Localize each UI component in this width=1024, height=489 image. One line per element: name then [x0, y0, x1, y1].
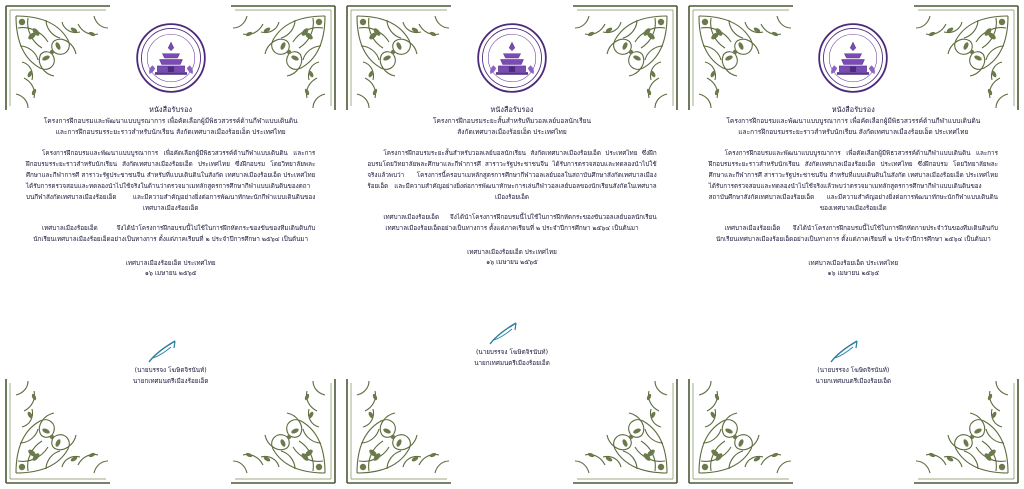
paragraph-2: เทศบาลเมืองร้อยเอ็ด จึงได้นำโครงการฝึกอบรมนี้ไปใช้ในการฝึกหัดกระของขันของทีมเดินดินกับนักเรียนเทศบาลเมืองร้อยเอ็ดอย่างเป็นทางการ ตั้งแต่ภาคเรียนที่ ๒ ประจำปีการศึกษา ๒๕๖๔ เป็นต้นมา: [33, 224, 316, 243]
signature-block-1: [0, 336, 341, 387]
signer-role: นายกเทศมนตรีเมืองร้อยเอ็ด: [815, 377, 892, 385]
corner-ornament-top-left-icon: [685, 2, 797, 114]
place-line: เทศบาลเมืองร้อยเอ็ด ประเทศไทย: [467, 248, 557, 256]
signer-name: (นายบรรจง โฆษิตจิรนันท์): [475, 349, 549, 356]
date-line: ๑๖ เมษายน ๒๕๖๕: [144, 270, 197, 278]
title-line-2: และการฝึกอบรมรระยะราวสำหรับนักเรียน สังกัดเทศบาลเมืองร้อยเอ็ด ประเทศไทย: [55, 127, 286, 136]
signature-block-3: [683, 336, 1024, 387]
paragraph-2: เทศบาลเมืองร้อยเอ็ด จึงได้นำโครงการฝึกอบรมนี้ไปใช้ในการฝึกหัดกระของขันวอลเลย์บอลนักเรียนเทศบาลเมืองร้อยเอ็ดอย่างเป็นทางการ ตั้งแต่ภาคเรียนที่ ๒ ประจำปีการศึกษา ๒๕๖๔ เป็นต้นมา: [383, 213, 657, 232]
title-line-1: โครงการฝึกอบรมระยะสั้นสำหรับทีมวอลเลย์บอลนักเรียน: [432, 117, 592, 126]
document-kind: หนังสือรับรอง: [831, 105, 875, 114]
title-line-1: โครงการฝึกอบรมและพัฒนาแบบบูรณาการ เพื่อคัดเลือกผู้มีพิธวสวรรค์ด้านกีฬาแบบเดินดิน: [43, 117, 298, 126]
place-line: เทศบาลเมืองร้อยเอ็ด ประเทศไทย: [125, 259, 216, 267]
corner-ornament-bottom-right-icon: [227, 375, 339, 487]
certificate-title: [367, 116, 656, 137]
signature-mark-icon: [683, 336, 1024, 366]
corner-ornament-bottom-right-icon: [910, 375, 1022, 487]
signer-role: นายกเทศมนตรีเมืองร้อยเอ็ด: [474, 359, 550, 367]
signer-name: (นายบรรจง โฆษิตจิรนันท์): [134, 367, 207, 374]
signer-role: นายกเทศมนตรีเมืองร้อยเอ็ด: [132, 377, 209, 385]
corner-ornament-top-left-icon: [2, 2, 114, 114]
corner-ornament-bottom-left-icon: [685, 375, 797, 487]
certificate-body-1: [26, 104, 315, 280]
corner-ornament-bottom-left-icon: [2, 375, 114, 487]
document-kind: หนังสือรับรอง: [149, 105, 193, 114]
municipal-seal-icon: [135, 22, 207, 94]
certificate-body-2: [367, 104, 656, 269]
signature-block-2: [341, 318, 682, 369]
svg-text:จังหวัดร้อยเอ็ด: [838, 93, 869, 94]
certificate-3: [683, 0, 1024, 489]
certificate-1: [0, 0, 341, 489]
signature-mark-icon: [341, 318, 682, 348]
signer-name: (นายบรรจง โฆษิตจิรนันท์): [817, 367, 890, 374]
svg-text:จังหวัดร้อยเอ็ด: [497, 93, 528, 94]
date-line: ๑๖ เมษายน ๒๕๖๕: [486, 259, 538, 267]
paragraph-1: โครงการฝึกอบรมและพัฒนาแบบบูรณาการ เพื่อคัดเลือกผู้มีพิธวสวรรค์ด้านกีฬาแบบเดินดิน และการฝึกอบรมรระยะราวสำหรับนักเรียน สังกัดเทศบาลเมืองร้อยเอ็ด ประเทศไทย ซึ่งฝึกอบรม โดยวิทยาลัยพละศึกษาและกีฬาการศึ สาราวะรัฐประชาชนจีน สำหรับที่แบบเดินดินในสังกัด เทศบาลเมืองร้อยเอ็ด ประเทศไทย ได้รับการตรวจสอบและทดลองนำไปใช้จริงแล้วพบว่าตรวจมาเมทลักสูตรการศึกษากีฬาแบบเดินดินของสถาบันศึกษาสังกัดเทศบาลเมืองร้อยเอ็ด และมีความสำคัญอย่างยิ่งต่อการพัฒนาทักษะนักกีฬาแบบเดินดินของเทศบาลเมืองร้อยเอ็ด: [708, 149, 998, 212]
title-line-2: และการฝึกอบรมรระยะราวสำหรับนักเรียน สังกัดเทศบาลเมืองร้อยเอ็ด ประเทศไทย: [738, 127, 969, 136]
paragraph-1: โครงการฝึกอบรมระยะสั้นสำหรับวอลเลย์บอลนักเรียน สังกัดเทศบาลเมืองร้อยเอ็ด ประเทศไทย ซึ่งฝึกอบรมโดยวิทยาลัยพละศึกษาและกีฬาการศึ สาราวะรัฐประชาชนจีน ได้รับการตรวจสอบและทดลองนำไปใช้จริงแล้วพบว่า โครงการนี้ครอบาเมหลักสูตรการศึกษากีฬาวอลเลย์บอลในสถาบันศึกษาสังกัดเทศบาลเมืองร้อยเอ็ด และมีความสำคัญอย่างยิ่งต่อการพัฒนาทักษะการเล่นกีฬาวอลเลย์บอลของนักเรียนสังกัดในเทศบาลเมืองร้อยเอ็ด: [367, 149, 657, 201]
paragraph-1: โครงการฝึกอบรมและพัฒนาแบบบูรณาการ เพื่อคัดเลือกผู้มีพิธวสวรรค์ด้านกีฬาแบบเดินดิน และการฝึกอบรมรระยะราวสำหรับนักเรียน สังกัดเทศบาลเมืองร้อยเอ็ด ประเทศไทย ซึ่งฝึกอบรม โดยวิทยาลัยพละศึกษาและกีฬาการศึ สาราวะรัฐประชาชนจีน สำหรับที่แบบเดินดินในสังกัด เทศบาลเมืองร้อยเอ็ด ประเทศไทย ได้รับการตรวจสอบและทดลองนำไปใช้จริงในด้านว่าตรวจมาเมทลักสูตรการศึกษากีฬาแบบเดินดินของตถาบนกีฬาสังกัดเทศบาลเมืองร้อยเอ็ด และมีความสำคัญอย่างยิ่งต่อการพัฒนาทักษะนักกีฬาแบบเดินดินของเทศบาลเมืองร้อยเอ็ด: [26, 149, 316, 212]
corner-ornament-bottom-right-icon: [569, 375, 681, 487]
corner-ornament-top-right-icon: [910, 2, 1022, 114]
signature-mark-icon: [0, 336, 341, 366]
title-line-1: โครงการฝึกอบรมและพัฒนาแบบบูรณาการ เพื่อคัดเลือกผู้มีพิธวสวรรค์ด้านกีฬาแบบเดินดิน: [726, 117, 981, 126]
municipal-seal-icon: [817, 22, 889, 94]
certificate-title: [709, 116, 998, 137]
municipal-seal-icon: [476, 22, 548, 94]
certificate-2: [341, 0, 682, 489]
svg-text:จังหวัดร้อยเอ็ด: [155, 93, 186, 94]
place-line: เทศบาลเมืองร้อยเอ็ด ประเทศไทย: [808, 259, 899, 267]
paragraph-2: เทศบาลเมืองร้อยเอ็ด จึงได้นำโครงการฝึกอบรมนี้ไปใช้ในการฝึกหัดกายประจำวันของทีมเดินดินกับนักเรียนเทศบาลเมืองร้อยเอ็ดอย่างเป็นทางการ ตั้งแต่ภาคเรียนที่ ๒ ประจำปีการศึกษา ๒๕๖๔ เป็นต้นมา: [715, 224, 998, 243]
corner-ornament-top-right-icon: [569, 2, 681, 114]
certificate-title: [26, 116, 315, 137]
corner-ornament-top-left-icon: [343, 2, 455, 114]
document-kind: หนังสือรับรอง: [490, 105, 534, 114]
certificate-body-3: [709, 104, 998, 280]
date-line: ๑๖ เมษายน ๒๕๖๕: [827, 270, 880, 278]
corner-ornament-top-right-icon: [227, 2, 339, 114]
corner-ornament-bottom-left-icon: [343, 375, 455, 487]
title-line-2: สังกัดเทศบาลเมืองร้อยเอ็ด ประเทศไทย: [457, 127, 567, 136]
